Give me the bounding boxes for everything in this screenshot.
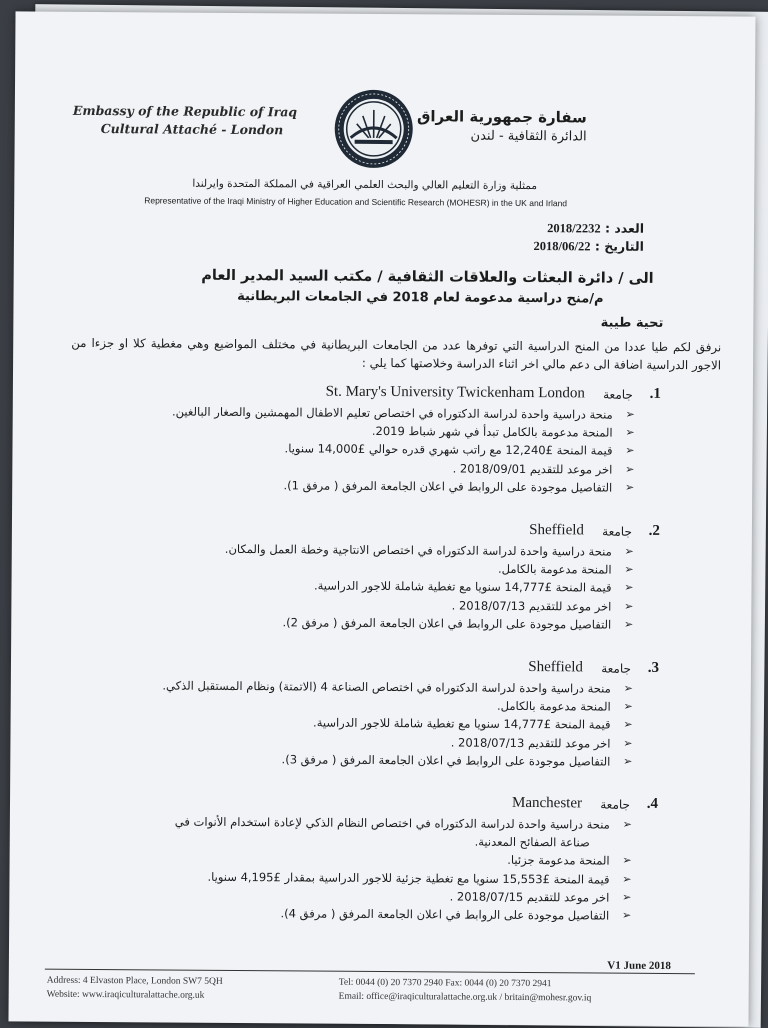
arrow-bullet-icon: ➢ <box>621 908 632 922</box>
letterhead-english <box>73 102 297 140</box>
arrow-bullet-icon: ➢ <box>624 544 634 558</box>
item-number: .4 <box>646 795 659 812</box>
arrow-bullet-icon: ➢ <box>624 480 635 494</box>
item-number: .2 <box>648 522 660 539</box>
university-name: Manchester <box>511 794 583 812</box>
detail-point: ➢ قيمة المنحة £14,777 سنويا مع تغطية شاملة للاجور الدراسية. <box>51 712 711 735</box>
reference-number: 2018/2232 <box>547 221 601 236</box>
scholarship-item <box>49 792 710 926</box>
university-label: جامعة <box>603 387 633 402</box>
letterhead-arabic <box>417 106 587 147</box>
reference-block <box>534 219 645 256</box>
arrow-bullet-icon: ➢ <box>624 581 634 595</box>
detail-point: ➢ اخر موعد للتقديم 2018/07/15 . <box>49 884 709 907</box>
university-label: جامعة <box>602 524 632 539</box>
embassy-name-en: Embassy of the Republic of Iraq <box>72 102 298 120</box>
scholarship-details <box>51 539 712 635</box>
recipient-line: الى / دائرة البعثات والعلاقات الثقافية / مكتب السيد المدير العام <box>201 267 654 287</box>
university-label: جامعة <box>600 797 631 812</box>
university-name: Sheffield <box>529 522 584 539</box>
detail-point: ➢ المنحة مدعومة بالكامل. <box>52 557 712 580</box>
subject-line: م/منح دراسية مدعومة لعام 2018 في الجامعات البريطانية <box>237 288 604 307</box>
ministry-logo-emblem <box>332 88 415 171</box>
arrow-bullet-icon: ➢ <box>623 754 633 768</box>
arrow-bullet-icon: ➢ <box>625 425 635 439</box>
ministry-line-ar: ممثلية وزارة التعليم العالي والبحث العلمي العراقية في المملكة المتحدة وايرلندا <box>192 177 538 193</box>
footer-right <box>339 976 592 1006</box>
reference-number-label: العدد : <box>604 220 645 236</box>
arrow-bullet-icon: ➢ <box>623 681 633 695</box>
detail-point: ➢ قيمة المنحة £15,553 سنويا مع تغطية جزئية للاجور الدراسية بمقدار £4,195 سنويا. <box>49 866 709 889</box>
university-name: Sheffield <box>528 659 584 676</box>
scholarship-details <box>49 812 710 926</box>
scholarship-item <box>51 519 712 635</box>
attache-name-ar: الدائرة الثقافية - لندن <box>470 128 587 145</box>
footer-email: Email: office@iraqiculturalattache.org.uk / britain@mohesr.gov.iq <box>338 991 592 1004</box>
detail-point: ➢ التفاصيل موجودة على الروابط في اعلان الجامعة المرفق ( مرفق 2). <box>51 612 711 635</box>
university-name: St. Mary's University Twickenham London <box>325 383 585 402</box>
detail-point: ➢ منحة دراسية واحدة لدراسة الدكتوراه في اختصاص الانتاجية وخطة العمل والمكان. <box>52 539 712 562</box>
detail-point: ➢ منحة دراسية واحدة لدراسة الدكتوراه في اختصاص تعليم الاطفال المهمشين والصغار البالغين. <box>53 402 713 425</box>
arrow-bullet-icon: ➢ <box>622 890 632 904</box>
detail-point-continued: صناعة الصفائح المعدنية. <box>474 834 590 850</box>
detail-point: ➢ اخر موعد للتقديم 2018/07/13 . <box>51 593 711 616</box>
detail-point: ➢ منحة دراسية واحدة لدراسة الدكتوراه في اختصاص النظام الذكي لإعادة استخدام الأنوات في <box>50 812 710 835</box>
item-number: .3 <box>647 659 660 676</box>
scholarship-details <box>52 402 713 498</box>
arrow-bullet-icon: ➢ <box>622 872 632 886</box>
detail-point: ➢ المنحة مدعومة جزئيا. <box>50 848 710 871</box>
letter-page <box>8 11 755 1026</box>
document-version: V1 June 2018 <box>607 959 671 973</box>
detail-point: ➢ اخر موعد للتقديم 2018/07/13 . <box>50 730 710 753</box>
detail-point: ➢ منحة دراسية واحدة لدراسة الدكتوراه في اختصاص الصناعة 4 (الاتمتة) ونظام المستقبل الذكي. <box>51 676 711 699</box>
footer-address: Address: 4 Elvaston Place, London SW7 5QH <box>46 975 223 987</box>
greeting: تحية طيبة <box>600 315 664 331</box>
arrow-bullet-icon: ➢ <box>622 854 632 868</box>
detail-point: ➢ التفاصيل موجودة على الروابط في اعلان الجامعة المرفق ( مرفق 4). <box>49 903 709 926</box>
item-number: .1 <box>649 385 661 402</box>
arrow-bullet-icon: ➢ <box>622 817 632 831</box>
arrow-bullet-icon: ➢ <box>625 444 635 458</box>
detail-point: ➢ قيمة المنحة £12,240 مع راتب شهري قدره حوالي £14,000 سنويا. <box>52 438 712 461</box>
detail-point: ➢ اخر موعد للتقديم 2018/09/01 . <box>52 456 712 479</box>
reference-date-row <box>534 237 644 256</box>
arrow-bullet-icon: ➢ <box>623 718 633 732</box>
footer-website: Website: www.iraqiculturalattache.org.uk <box>46 989 205 1001</box>
scholarship-item <box>52 382 713 498</box>
reference-date: 2018/06/22 <box>533 239 591 254</box>
arrow-bullet-icon: ➢ <box>624 599 634 613</box>
arrow-bullet-icon: ➢ <box>624 562 634 576</box>
footer-left <box>47 974 223 1003</box>
footer-phone: Tel: 0044 (0) 20 7370 2940 Fax: 0044 (0) 20 7370 2941 <box>338 977 552 990</box>
arrow-bullet-icon: ➢ <box>624 617 634 631</box>
detail-point: ➢ المنحة مدعومة بالكامل. <box>51 694 711 717</box>
arrow-bullet-icon: ➢ <box>623 736 633 750</box>
arrow-bullet-icon: ➢ <box>625 407 635 421</box>
detail-point: ➢ التفاصيل موجودة على الروابط في اعلان الجامعة المرفق ( مرفق 1). <box>52 475 712 498</box>
attache-name-en: Cultural Attaché - London <box>100 121 284 138</box>
reference-number-row <box>534 219 644 238</box>
detail-point: ➢ التفاصيل موجودة على الروابط في اعلان الجامعة المرفق ( مرفق 3). <box>50 749 710 772</box>
detail-point: ➢ المنحة مدعومة بالكامل تبدأ في شهر شباط 2019. <box>53 420 713 443</box>
intro-paragraph: نرفق لكم طيا عددا من المنح الدراسية التي توفرها عدد من الجامعات البريطانية في مختلف المواضيع وهي مغطية كلا او جزءا من الاجور الدراسية اضافة الى دعم مالي اخر اثناء الدراسة وخلاصتها كما يلي : <box>71 335 722 373</box>
ministry-line-en: Representative of the Iraqi Ministry of Higher Education and Scientific Research (MOHESR) in the UK and Irland <box>144 195 568 209</box>
detail-point: ➢ قيمة المنحة £14,777 سنويا مع تغطية شاملة للاجور الدراسية. <box>51 575 711 598</box>
scholarship-details <box>50 676 711 772</box>
arrow-bullet-icon: ➢ <box>625 462 635 476</box>
arrow-bullet-icon: ➢ <box>623 699 633 713</box>
reference-date-label: التاريخ : <box>594 238 644 254</box>
scholarship-item <box>50 656 711 772</box>
embassy-name-ar: سفارة جمهورية العراق <box>416 107 587 127</box>
university-label: جامعة <box>601 661 632 676</box>
